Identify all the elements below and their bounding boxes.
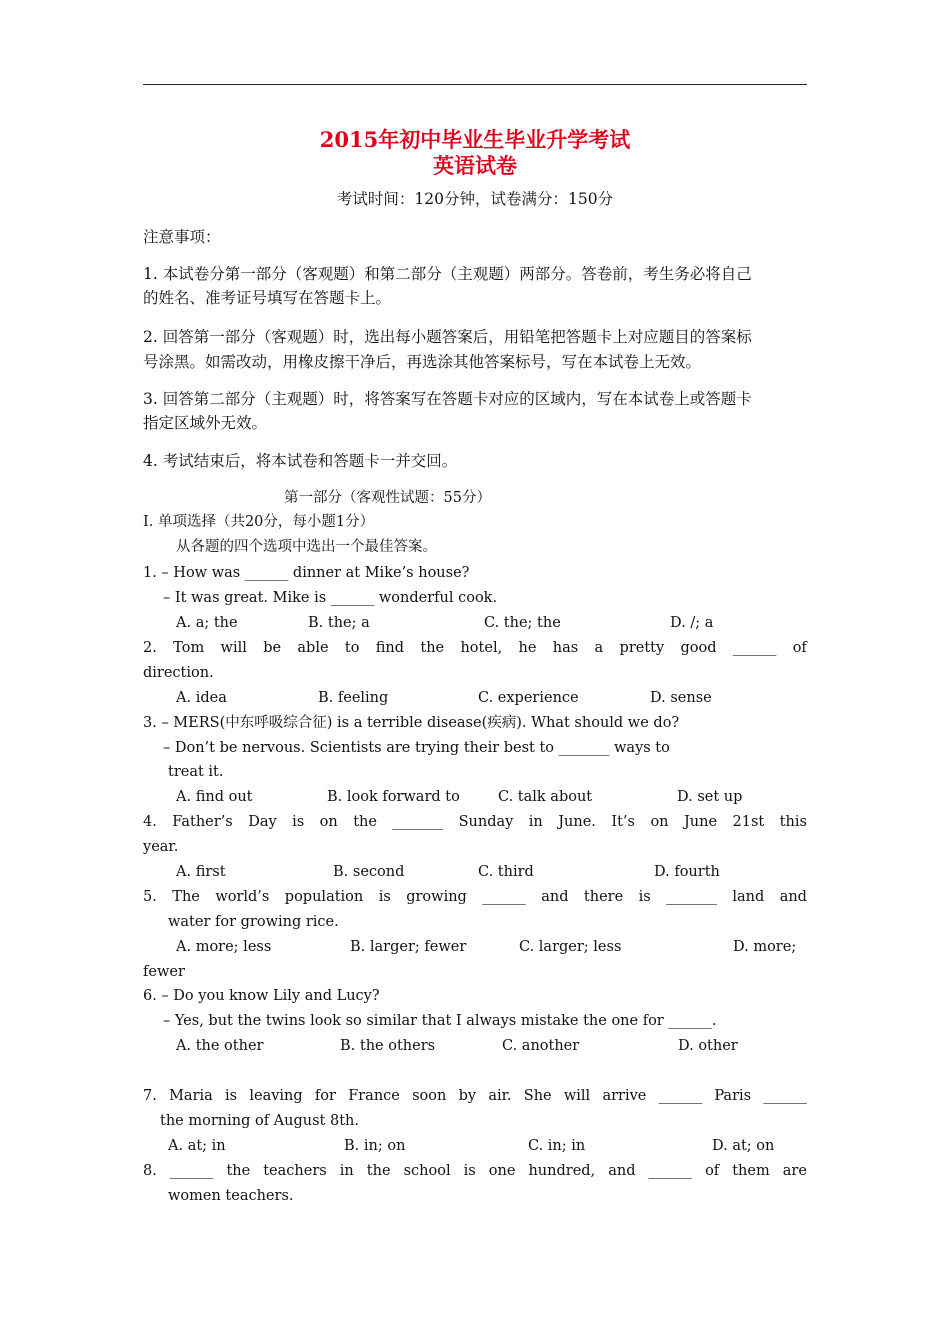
question-4-stem: 4. Father’s Day is on the _______ Sunday in June. It’s on June 21st this xyxy=(143,814,807,830)
notice-heading: 注意事项： xyxy=(143,228,221,246)
option-1b: B. the; a xyxy=(308,615,370,631)
option-4a: A. first xyxy=(176,864,226,880)
notice-2b: 号涂黑。如需改动，用橡皮擦干净后，再选涂其他答案标号，写在本试卷上无效。 xyxy=(143,353,702,371)
option-4d: D. fourth xyxy=(654,864,720,880)
question-8-stem: 8. ______ the teachers in the school is one hundred, and ______ of them are xyxy=(143,1163,807,1179)
option-7d: D. at; on xyxy=(712,1138,775,1154)
option-1a: A. a; the xyxy=(176,615,238,631)
option-2d: D. sense xyxy=(650,690,712,706)
option-5c: C. larger; less xyxy=(519,939,622,955)
option-4c: C. third xyxy=(478,864,534,880)
notice-4: 4. 考试结束后，将本试卷和答题卡一并交回。 xyxy=(143,452,458,470)
option-7c: C. in; in xyxy=(528,1138,586,1154)
question-3-stem: 3. – MERS(中东呼吸综合征) is a terrible disease(疾病). What should we do? xyxy=(143,715,680,731)
exam-info: 考试时间：120分钟，试卷满分：150分 xyxy=(336,190,614,208)
question-2-cont: direction. xyxy=(143,665,214,681)
question-1-reply: – It was great. Mike is ______ wonderful cook. xyxy=(163,590,498,606)
option-1d: D. /; a xyxy=(670,615,714,631)
option-6b: B. the others xyxy=(340,1038,436,1054)
option-2b: B. feeling xyxy=(318,690,389,706)
question-4-cont: year. xyxy=(143,839,179,855)
exam-title: 2015年初中毕业生毕业升学考试 xyxy=(319,127,631,152)
question-7-stem: 7. Maria is leaving for France soon by air. She will arrive ______ Paris ______ xyxy=(143,1088,807,1104)
option-3a: A. find out xyxy=(176,789,253,805)
option-6c: C. another xyxy=(502,1038,580,1054)
option-5a: A. more; less xyxy=(176,939,272,955)
option-3b: B. look forward to xyxy=(327,789,460,805)
exam-subtitle: 英语试卷 xyxy=(433,153,517,178)
option-2c: C. experience xyxy=(478,690,579,706)
question-2-stem: 2. Tom will be able to find the hotel, he has a pretty good ______ of xyxy=(143,640,807,656)
question-3-reply: – Don’t be nervous. Scientists are trying their best to _______ ways to xyxy=(163,740,670,756)
option-6d: D. other xyxy=(678,1038,738,1054)
question-6-stem: 6. – Do you know Lily and Lucy? xyxy=(143,988,380,1004)
notice-1b: 的姓名、准考证号填写在答题卡上。 xyxy=(143,289,392,307)
notice-3a: 3. 回答第二部分（主观题）时，将答案写在答题卡对应的区域内，写在本试卷上或答题卡 xyxy=(143,390,752,408)
question-8-cont: women teachers. xyxy=(168,1188,294,1204)
option-7b: B. in; on xyxy=(344,1138,406,1154)
notice-1a: 1. 本试卷分第一部分（客观题）和第二部分（主观题）两部分。答卷前，考生务必将自己 xyxy=(143,265,752,283)
option-4b: B. second xyxy=(333,864,405,880)
question-5-cont: water for growing rice. xyxy=(168,914,339,930)
option-5b: B. larger; fewer xyxy=(350,939,467,955)
question-6-reply: – Yes, but the twins look so similar that I always mistake the one for ______. xyxy=(163,1013,717,1029)
notice-3b: 指定区域外无效。 xyxy=(143,414,268,432)
question-7-cont: the morning of August 8th. xyxy=(160,1113,359,1129)
option-6a: A. the other xyxy=(176,1038,264,1054)
section-heading: Ⅰ. 单项选择（共20分，每小题1分） xyxy=(143,514,375,530)
question-3-cont: treat it. xyxy=(168,764,224,780)
header-rule xyxy=(143,84,807,85)
option-2a: A. idea xyxy=(176,690,227,706)
option-7a: A. at; in xyxy=(168,1138,226,1154)
option-5d: D. more; xyxy=(733,939,797,955)
option-5d-cont: fewer xyxy=(143,964,185,980)
option-3d: D. set up xyxy=(677,789,743,805)
option-3c: C. talk about xyxy=(498,789,593,805)
part1-heading: 第一部分（客观性试题：55分） xyxy=(284,490,491,506)
option-1c: C. the; the xyxy=(484,615,561,631)
question-5-stem: 5. The world’s population is growing ______ and there is _______ land and xyxy=(143,889,807,905)
question-1-stem: 1. – How was ______ dinner at Mike’s house? xyxy=(143,565,470,581)
section-instruction: 从各题的四个选项中选出一个最佳答案。 xyxy=(176,539,437,555)
notice-2a: 2. 回答第一部分（客观题）时，选出每小题答案后，用铅笔把答题卡上对应题目的答案标 xyxy=(143,328,752,346)
